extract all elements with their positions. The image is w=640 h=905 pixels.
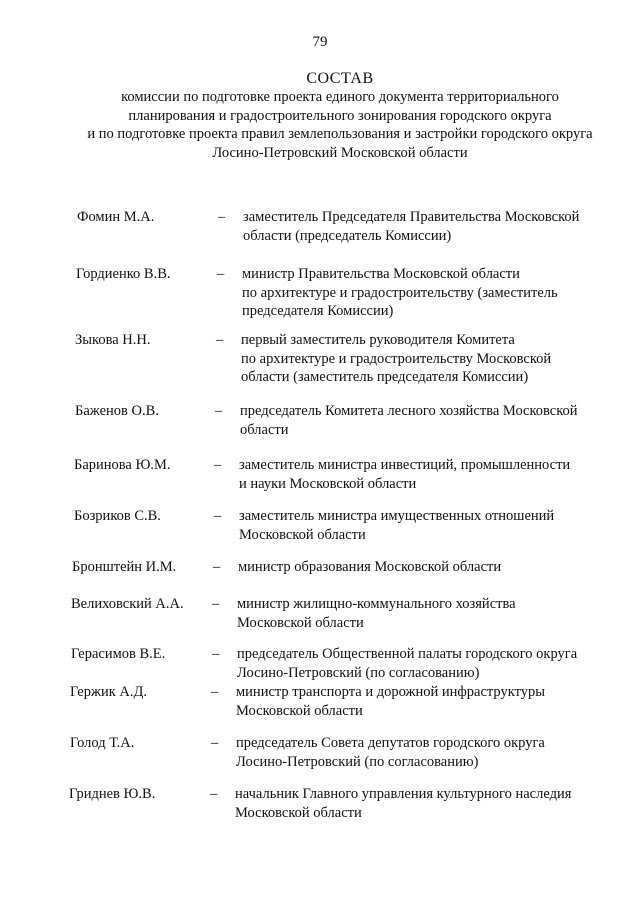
member-dash: – (214, 508, 222, 524)
member-dash: – (212, 646, 220, 662)
member-role-line: области (председатель Комиссии) (243, 227, 452, 244)
member-role-line: председатель Совета депутатов городского округа (236, 735, 545, 751)
member-role (239, 507, 619, 544)
subtitle-line: комиссии по подготовке проекта единого документа территориального (121, 89, 559, 105)
member-role-line: начальник Главного управления культурного наследия (235, 786, 572, 802)
member-role (241, 331, 621, 387)
member-role-line: министр жилищно-коммунального хозяйства (237, 596, 516, 612)
member-role (240, 402, 620, 439)
member-role-line: Лосино-Петровский (по согласованию) (236, 753, 479, 770)
member-name: Бронштейн И.М. (72, 559, 177, 575)
member-name: Баженов О.В. (75, 403, 159, 419)
member-name: Герасимов В.Е. (71, 646, 166, 662)
subtitle-line: и по подготовке проекта правил землепользования и застройки городского округа (87, 126, 593, 142)
member-dash: – (211, 684, 219, 700)
member-dash: – (211, 735, 219, 751)
member-role-line: министр Правительства Московской области (242, 266, 520, 282)
member-name: Голод Т.А. (70, 735, 135, 751)
member-role-line: министр образования Московской области (238, 559, 502, 575)
member-role-line: Лосино-Петровский (по согласованию) (237, 664, 480, 681)
member-role (242, 265, 622, 321)
member-dash: – (213, 559, 221, 575)
member-role-line: Московской области (237, 614, 364, 631)
member-role-line: Московской области (235, 804, 362, 821)
member-name: Велиховский А.А. (71, 596, 184, 612)
member-role-line: председатель Общественной палаты городского округа (237, 646, 578, 662)
member-role-line: Московской области (239, 526, 366, 543)
member-role (236, 683, 616, 720)
member-name: Зыкова Н.Н. (75, 332, 151, 348)
member-role (239, 456, 619, 493)
document-title: СОСТАВ (306, 70, 374, 87)
member-role (235, 785, 615, 822)
member-dash: – (217, 266, 225, 282)
member-role-line: Московской области (236, 702, 363, 719)
member-role-line: заместитель Председателя Правительства Московской (243, 209, 580, 225)
member-role (236, 734, 616, 771)
member-role (237, 595, 617, 632)
member-dash: – (216, 332, 224, 348)
member-role-line: заместитель министра инвестиций, промышленности (239, 457, 571, 473)
member-role-line: по архитектуре и градостроительству (заместитель (242, 284, 558, 301)
subtitle-line: Лосино-Петровский Московской области (212, 144, 468, 161)
member-dash: – (214, 457, 222, 473)
member-dash: – (215, 403, 223, 419)
member-role-line: по архитектуре и градостроительству Московской (241, 350, 552, 367)
member-role-line: министр транспорта и дорожной инфраструктуры (236, 684, 545, 700)
member-name: Гержик А.Д. (70, 684, 148, 700)
member-role-line: первый заместитель руководителя Комитета (241, 332, 515, 348)
member-name: Баринова Ю.М. (74, 457, 171, 473)
member-role-line: заместитель министра имущественных отношений (239, 508, 555, 524)
member-role-line: области (заместитель председателя Комиссии) (241, 369, 529, 385)
page-number: 79 (312, 34, 328, 50)
member-name: Гриднев Ю.В. (69, 786, 156, 802)
member-role-line: председатель Комитета лесного хозяйства Московской (240, 403, 578, 419)
member-dash: – (210, 786, 218, 802)
member-role-line: области (240, 421, 289, 438)
member-dash: – (212, 596, 220, 612)
member-name: Гордиенко В.В. (76, 266, 171, 282)
member-role (243, 208, 623, 245)
subtitle-line: планирования и градостроительного зонирования городского округа (128, 107, 552, 124)
member-role (237, 645, 617, 682)
member-name: Фомин М.А. (77, 209, 155, 225)
title-block (40, 69, 640, 162)
member-dash: – (218, 209, 226, 225)
member-role (238, 558, 618, 577)
member-name: Бозриков С.В. (74, 508, 161, 524)
member-role-line: и науки Московской области (239, 475, 417, 492)
member-role-line: председателя Комиссии) (242, 303, 394, 319)
